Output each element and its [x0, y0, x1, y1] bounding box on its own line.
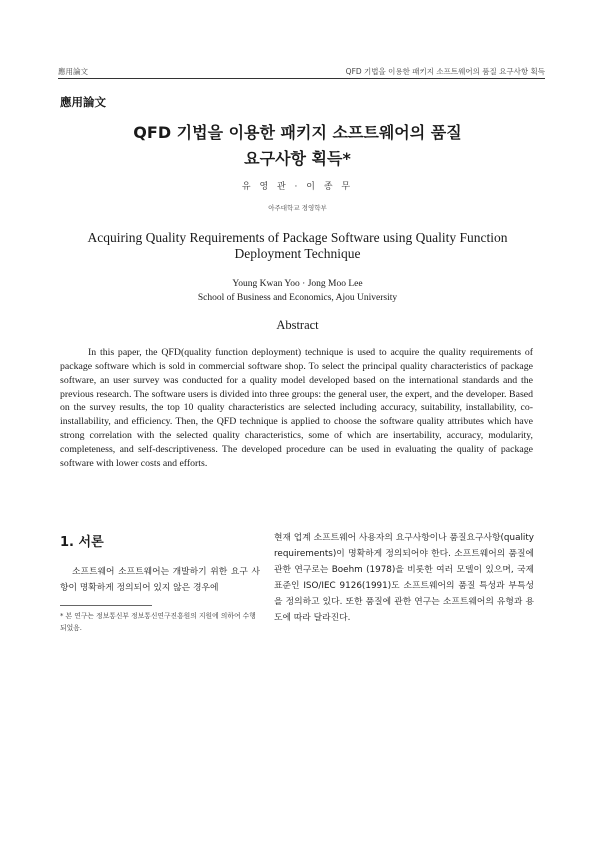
english-affiliation: School of Business and Economics, Ajou University — [197, 293, 398, 303]
korean-title-line1: QFD 기법을 이용한 패키지 소프트웨어의 품질 — [133, 123, 462, 142]
running-header — [58, 64, 545, 78]
right-column-text: 현재 업계 소프트웨어 사용자의 요구사항이나 품질요구사항(quality requirements)이 명확하게 정의되어야 한다. 소프트웨어의 품질에 관한 연구로는 Boehm (1978)을 비롯한 여러 모델이 있으며, 국제표준인 ISO/IEC 9126(1991)도 소프트웨어의 품질 특성과 부특성을 정의하고 있다. 또한 품질에 관한 연구는 소프트웨어의 유형과 용도에 따라 달라진다. — [274, 533, 534, 623]
english-title: Acquiring Quality Requirements of Package Software using Quality Function Deployment Technique — [87, 230, 508, 261]
korean-affiliation: 아주대학교 경영학부 — [268, 204, 327, 212]
introduction-paragraph: 소프트웨어 소프트웨어는 개발하기 위한 요구 사항이 명확하게 정의되어 있지 않은 경우에 — [60, 567, 260, 593]
abstract-body: In this paper, the QFD(quality function deployment) technique is used to acquire the quality requirements of package software which is sold in commercial software shop. To select the principal quality characteristics of package software, an user survey was conducted for a quality model developed based on the international standards and the previous research. The software users is divided into three groups: the general user, the expert, and the developer. Based on the survey results, the top 10 quality characteristics are selected including accuracy, suitability, installability, co-installability, and efficiency. Then, the QFD technique is applied to choose the software quality attributes which have strong correlation with the selected quality characteristics, some of which are insertability, accuracy, modularity, completeness, and self-descriptiveness. The developed procedure can be used in evaluating the quality of package software with lower costs and efforts. — [60, 347, 533, 469]
korean-title-line2: 요구사항 획득* — [244, 149, 351, 168]
english-authors: Young Kwan Yoo · Jong Moo Lee — [232, 279, 363, 289]
header-rule — [58, 78, 545, 79]
header-left-text: 應用論文 — [58, 67, 88, 76]
header-right-text: QFD 기법을 이용한 패키지 소프트웨어의 품질 요구사항 획득 — [345, 67, 545, 76]
abstract-heading: Abstract — [276, 318, 319, 332]
section-tag: 應用論文 — [60, 95, 106, 109]
footnote: * 본 연구는 정보통신부 정보통신연구진흥원의 지원에 의하여 수행되었음. — [60, 612, 256, 632]
korean-authors: 유 영 관 · 이 종 무 — [241, 182, 354, 192]
footnote-rule — [60, 605, 152, 606]
introduction-heading: 1. 서론 — [60, 535, 104, 550]
left-column — [60, 531, 260, 634]
